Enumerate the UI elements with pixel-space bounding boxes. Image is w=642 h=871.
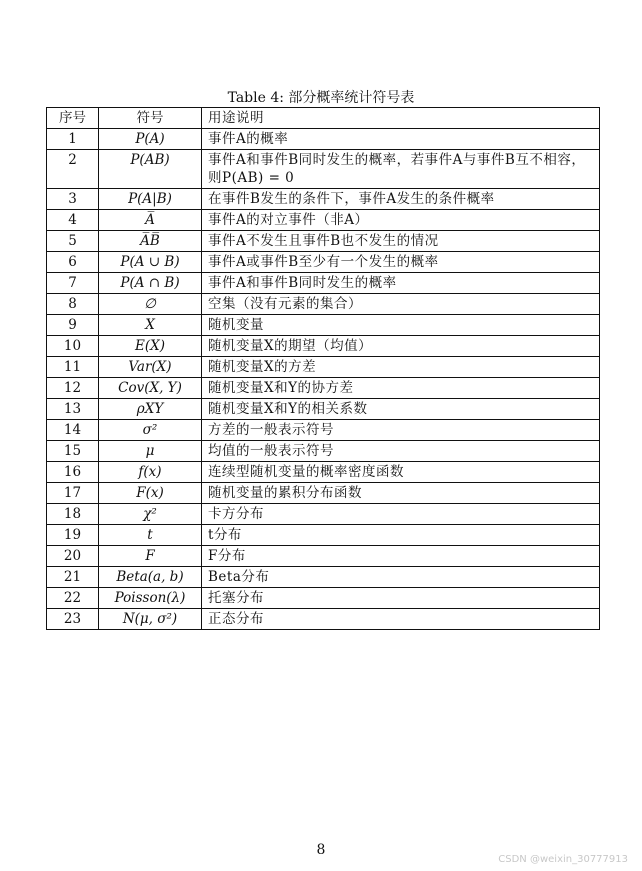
row-index: 8: [47, 294, 99, 315]
row-symbol: F: [99, 546, 202, 567]
row-description: 随机变量X的期望（均值）: [202, 336, 600, 357]
row-description: t分布: [202, 525, 600, 546]
row-description: 事件A和事件B同时发生的概率，若事件A与事件B互不相容，则P(AB) = 0: [202, 150, 600, 189]
table-row: [47, 315, 600, 336]
row-symbol: Var(X): [99, 357, 202, 378]
row-description: 事件A不发生且事件B也不发生的情况: [202, 231, 600, 252]
row-description: 随机变量X的方差: [202, 357, 600, 378]
row-description: 正态分布: [202, 609, 600, 630]
row-symbol: A̅B̅: [99, 231, 202, 252]
row-description: 事件A或事件B至少有一个发生的概率: [202, 252, 600, 273]
table-row: [47, 399, 600, 420]
row-index: 6: [47, 252, 99, 273]
row-description: 托塞分布: [202, 588, 600, 609]
row-description: 均值的一般表示符号: [202, 441, 600, 462]
row-index: 9: [47, 315, 99, 336]
page-number: 8: [316, 842, 326, 858]
table-row: [47, 546, 600, 567]
table-row: [47, 441, 600, 462]
table-row: [47, 357, 600, 378]
table-body: [47, 129, 600, 630]
row-description: 随机变量的累积分布函数: [202, 483, 600, 504]
row-index: 10: [47, 336, 99, 357]
row-description: 事件A的对立事件（非A）: [202, 210, 600, 231]
table-row: [47, 294, 600, 315]
row-index: 1: [47, 129, 99, 150]
table-row: [47, 129, 600, 150]
row-symbol: E(X): [99, 336, 202, 357]
row-index: 14: [47, 420, 99, 441]
row-symbol: χ²: [99, 504, 202, 525]
row-index: 13: [47, 399, 99, 420]
header-usage: 用途说明: [202, 108, 600, 129]
table-row: [47, 588, 600, 609]
symbol-table: [46, 107, 600, 630]
table-row: [47, 273, 600, 294]
row-index: 11: [47, 357, 99, 378]
row-index: 4: [47, 210, 99, 231]
row-symbol: F(x): [99, 483, 202, 504]
row-symbol: P(A): [99, 129, 202, 150]
row-index: 3: [47, 189, 99, 210]
table-caption: Table 4: 部分概率统计符号表: [227, 90, 415, 106]
row-index: 15: [47, 441, 99, 462]
row-description: 随机变量: [202, 315, 600, 336]
row-index: 17: [47, 483, 99, 504]
table-row: [47, 252, 600, 273]
row-symbol: N(μ, σ²): [99, 609, 202, 630]
row-symbol: P(AB): [99, 150, 202, 189]
row-symbol: t: [99, 525, 202, 546]
table-row: [47, 525, 600, 546]
table-row: [47, 150, 600, 189]
row-description: 事件A和事件B同时发生的概率: [202, 273, 600, 294]
row-index: 12: [47, 378, 99, 399]
row-description: Beta分布: [202, 567, 600, 588]
table-row: [47, 378, 600, 399]
row-symbol: ∅: [99, 294, 202, 315]
row-description: 方差的一般表示符号: [202, 420, 600, 441]
row-description: 卡方分布: [202, 504, 600, 525]
row-description: 在事件B发生的条件下，事件A发生的条件概率: [202, 189, 600, 210]
row-symbol: μ: [99, 441, 202, 462]
table-row: [47, 483, 600, 504]
row-symbol: A̅: [99, 210, 202, 231]
table-row: [47, 567, 600, 588]
row-symbol: P(A ∩ B): [99, 273, 202, 294]
row-description: 空集（没有元素的集合）: [202, 294, 600, 315]
watermark: CSDN @weixin_30777913: [498, 854, 628, 865]
header-symbol: 符号: [99, 108, 202, 129]
row-index: 22: [47, 588, 99, 609]
row-symbol: Cov(X, Y): [99, 378, 202, 399]
row-symbol: Poisson(λ): [99, 588, 202, 609]
table-row: [47, 462, 600, 483]
table-row: [47, 189, 600, 210]
row-index: 20: [47, 546, 99, 567]
row-symbol: f(x): [99, 462, 202, 483]
row-description: 事件A的概率: [202, 129, 600, 150]
row-symbol: σ²: [99, 420, 202, 441]
row-symbol: P(A|B): [99, 189, 202, 210]
row-description: 连续型随机变量的概率密度函数: [202, 462, 600, 483]
row-symbol: X: [99, 315, 202, 336]
row-index: 19: [47, 525, 99, 546]
row-symbol: ρXY: [99, 399, 202, 420]
table-row: [47, 336, 600, 357]
table-row: [47, 609, 600, 630]
row-index: 21: [47, 567, 99, 588]
row-description: 随机变量X和Y的相关系数: [202, 399, 600, 420]
row-description: F分布: [202, 546, 600, 567]
table-header-row: [47, 108, 600, 129]
table-row: [47, 231, 600, 252]
row-index: 18: [47, 504, 99, 525]
row-description: 随机变量X和Y的协方差: [202, 378, 600, 399]
row-index: 2: [47, 150, 99, 189]
table-row: [47, 210, 600, 231]
table-row: [47, 420, 600, 441]
row-symbol: Beta(a, b): [99, 567, 202, 588]
row-index: 16: [47, 462, 99, 483]
row-index: 23: [47, 609, 99, 630]
table-row: [47, 504, 600, 525]
row-index: 7: [47, 273, 99, 294]
header-index: 序号: [47, 108, 99, 129]
row-symbol: P(A ∪ B): [99, 252, 202, 273]
row-index: 5: [47, 231, 99, 252]
